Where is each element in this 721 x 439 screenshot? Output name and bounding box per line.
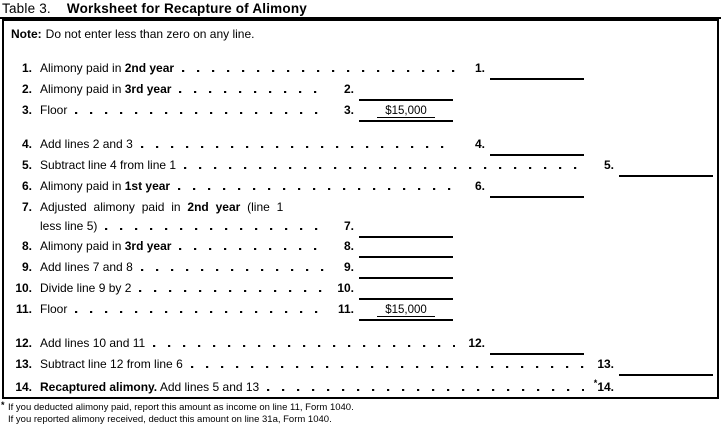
row-label-bold: Recaptured alimony. xyxy=(40,380,158,394)
entry-number-6: 6. xyxy=(474,179,485,193)
row-label-7-cont: less line 5) xyxy=(40,219,98,233)
row-label-bold: 1st year xyxy=(124,179,171,193)
table-title xyxy=(0,0,721,16)
worksheet-row-10 xyxy=(4,281,717,302)
row-label-4 xyxy=(40,137,133,151)
row-number-13: 13. xyxy=(15,357,32,371)
entry-value-13 xyxy=(664,359,667,371)
dot-leader xyxy=(178,188,455,190)
row-label-bold: 3rd year xyxy=(124,82,172,96)
entry-number-7: 7. xyxy=(343,219,354,233)
row-label-part: Floor xyxy=(40,302,68,316)
entry-number-14: *14. xyxy=(593,378,614,394)
row-number-3: 3. xyxy=(21,103,32,117)
entry-12 xyxy=(463,336,584,355)
worksheet-row-8 xyxy=(4,239,717,260)
row-label-10 xyxy=(40,281,131,295)
row-label-part: (line 1 xyxy=(240,200,284,214)
entry-line-6[interactable] xyxy=(490,181,584,198)
row-label-bold: 3rd year xyxy=(124,239,172,253)
row-number-5: 5. xyxy=(21,158,32,172)
row-7-line-2 xyxy=(8,219,453,239)
entry-number-8: 8. xyxy=(343,239,354,253)
worksheet-box xyxy=(2,19,719,399)
row-number-10: 10. xyxy=(15,281,32,295)
entry-value-5 xyxy=(664,160,667,172)
entry-7 xyxy=(332,219,453,238)
worksheet-row-1 xyxy=(4,61,717,82)
entry-value-7 xyxy=(404,221,407,233)
entry-line-5[interactable] xyxy=(619,160,713,177)
note-label: Note: xyxy=(11,27,42,41)
entry-asterisk: * xyxy=(593,378,598,388)
entry-line-11[interactable] xyxy=(359,304,453,321)
row-number-7: 7. xyxy=(21,200,32,214)
entry-number-3: 3. xyxy=(343,103,354,117)
entry-value-4 xyxy=(535,139,538,151)
entry-number-13: 13. xyxy=(597,357,614,371)
row-label-part: Alimony paid in xyxy=(40,239,125,253)
footnote-line-1: If you deducted alimony paid, report this amount as income on line 11, Form 1040. xyxy=(8,402,354,413)
worksheet-row-3 xyxy=(4,103,717,124)
entry-value-6 xyxy=(535,181,538,193)
entry-value-9 xyxy=(404,262,407,274)
dot-leader xyxy=(75,112,324,114)
footnote-line-2: If you reported alimony received, deduct this amount on line 31a, Form 1040. xyxy=(8,413,332,425)
dot-leader xyxy=(191,366,584,368)
entry-6 xyxy=(463,179,584,198)
entry-line-12[interactable] xyxy=(490,338,584,355)
worksheet-row-9 xyxy=(4,260,717,281)
entry-value-1 xyxy=(535,63,538,75)
row-number-6: 6. xyxy=(21,179,32,193)
row-label-part: Add lines 7 and 8 xyxy=(40,260,133,274)
worksheet-row-12 xyxy=(4,336,717,357)
dot-leader xyxy=(179,91,324,93)
row-7-line-1 xyxy=(8,200,453,219)
footnote-asterisk: * xyxy=(1,400,5,410)
row-label-6 xyxy=(40,179,170,193)
row-label-part: Add lines 10 and 11 xyxy=(40,336,146,350)
table-title-text: Worksheet for Recapture of Alimony xyxy=(66,1,307,16)
entry-value-11: $15,000 xyxy=(377,304,435,317)
row-label-part: Adjusted alimony paid in xyxy=(40,200,188,214)
row-label-part: Divide line 9 by 2 xyxy=(40,281,132,295)
entry-line-14[interactable] xyxy=(619,382,713,399)
worksheet-row-11 xyxy=(4,302,717,323)
worksheet-row-6 xyxy=(4,179,717,200)
entry-10 xyxy=(332,281,453,300)
entry-number-5: 5. xyxy=(603,158,614,172)
footnote xyxy=(1,402,721,425)
row-label-8 xyxy=(40,239,171,253)
entry-line-3[interactable] xyxy=(359,105,453,122)
row-label-2 xyxy=(40,82,171,96)
worksheet-row-7 xyxy=(4,200,717,239)
entry-line-8[interactable] xyxy=(359,241,453,258)
entry-13 xyxy=(592,357,713,376)
entry-value-14 xyxy=(664,382,667,394)
row-label-bold: 2nd year xyxy=(124,61,175,75)
row-label-part: Add lines 5 and 13 xyxy=(157,380,260,394)
dot-leader xyxy=(267,389,584,391)
entry-value-2 xyxy=(404,84,407,96)
entry-5 xyxy=(592,158,713,177)
row-label-9 xyxy=(40,260,133,274)
entry-4 xyxy=(463,137,584,156)
row-label-14 xyxy=(40,380,259,394)
row-label-11 xyxy=(40,302,67,316)
entry-number-12: 12. xyxy=(468,336,485,350)
dot-leader xyxy=(105,228,324,230)
entry-value-12 xyxy=(535,338,538,350)
row-number-9: 9. xyxy=(21,260,32,274)
row-label-part: Add lines 2 and 3 xyxy=(40,137,133,151)
worksheet-row-4 xyxy=(4,137,717,158)
entry-value-8 xyxy=(404,241,407,253)
entry-number-1: 1. xyxy=(474,61,485,75)
dot-leader xyxy=(182,70,455,72)
entry-line-13[interactable] xyxy=(619,359,713,376)
dot-leader xyxy=(141,269,324,271)
entry-line-9[interactable] xyxy=(359,262,453,279)
dot-leader xyxy=(184,167,584,169)
dot-leader xyxy=(139,290,324,292)
worksheet-row-14 xyxy=(4,378,717,399)
row-label-5 xyxy=(40,158,176,172)
entry-8 xyxy=(332,239,453,258)
row-number-11: 11. xyxy=(15,302,32,316)
row-label-12 xyxy=(40,336,145,350)
entry-2 xyxy=(332,82,453,101)
row-label-part: Alimony paid in xyxy=(40,61,125,75)
entry-value-10 xyxy=(404,283,407,295)
row-label-13 xyxy=(40,357,183,371)
entry-value-3: $15,000 xyxy=(377,105,435,118)
row-number-8: 8. xyxy=(21,239,32,253)
dot-leader xyxy=(141,146,455,148)
row-number-4: 4. xyxy=(21,137,32,151)
entry-number-4: 4. xyxy=(474,137,485,151)
worksheet-row-5 xyxy=(4,158,717,179)
row-label-3 xyxy=(40,103,67,117)
entry-14 xyxy=(592,378,713,399)
entry-line-2[interactable] xyxy=(359,84,453,101)
entry-1 xyxy=(463,61,584,80)
entry-line-1[interactable] xyxy=(490,63,584,80)
note-row xyxy=(4,21,717,41)
entry-line-4[interactable] xyxy=(490,139,584,156)
row-number-14: 14. xyxy=(15,380,32,394)
dot-leader xyxy=(75,311,324,313)
dot-leader xyxy=(153,345,455,347)
row-number-1: 1. xyxy=(21,61,32,75)
entry-3 xyxy=(332,103,453,122)
row-number-12: 12. xyxy=(15,336,32,350)
entry-number-11: 11. xyxy=(337,302,354,316)
row-label-1 xyxy=(40,61,174,75)
entry-11 xyxy=(332,302,453,321)
row-label-part: Alimony paid in xyxy=(40,179,125,193)
row-number-2: 2. xyxy=(21,82,32,96)
row-label-part: Alimony paid in xyxy=(40,82,125,96)
worksheet-row-2 xyxy=(4,82,717,103)
row-label-7 xyxy=(40,200,283,214)
row-label-part: Subtract line 12 from line 6 xyxy=(40,357,183,371)
row-label-part: Subtract line 4 from line 1 xyxy=(40,158,177,172)
table-number: Table 3. xyxy=(2,1,51,16)
note-text: Do not enter less than zero on any line. xyxy=(45,27,255,41)
row-label-part: Floor xyxy=(40,103,68,117)
entry-line-10[interactable] xyxy=(359,283,453,300)
worksheet-row-13 xyxy=(4,357,717,378)
worksheet-rows xyxy=(4,61,717,399)
entry-number-10: 10. xyxy=(337,281,354,295)
entry-9 xyxy=(332,260,453,279)
entry-line-7[interactable] xyxy=(359,221,453,238)
row-label-bold: 2nd year xyxy=(187,200,241,214)
entry-number-2: 2. xyxy=(343,82,354,96)
dot-leader xyxy=(179,248,324,250)
entry-number-9: 9. xyxy=(343,260,354,274)
